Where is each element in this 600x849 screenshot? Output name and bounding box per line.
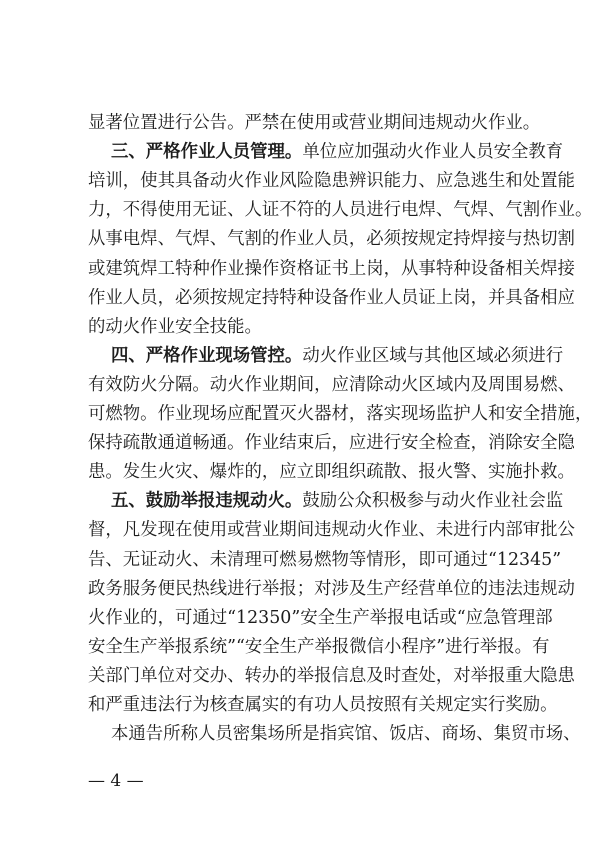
text-line: 的动火作业安全技能。 — [88, 316, 262, 337]
text-line: 和严重违法行为核查属实的有功人员按照有关规定实行奖励。 — [88, 695, 558, 715]
text-line: 本通告所称人员密集场所是指宾馆、饭店、商场、集贸市场、 — [111, 724, 581, 745]
text-line: 作业人员，必须按规定持特种设备作业人员证上岗，并具备相应 — [88, 287, 575, 308]
text-line: 显著位置进行公告。严禁在使用或营业期间违规动火作业。 — [88, 113, 541, 133]
page-number: — 4 — — [88, 771, 144, 791]
text-line: 从事电焊、气焊、气割的作业人员，必须按规定持焊接与热切割 — [88, 229, 575, 250]
text-line: 安全生产举报系统”“安全生产举报微信小程序”进行举报。有 — [88, 636, 550, 657]
text-line: 关部门单位对交办、转办的举报信息及时查处，对举报重大隐患 — [88, 665, 575, 686]
section-3-heading: 三、严格作业人员管理。 — [111, 142, 303, 163]
text-line: 督，凡发现在使用或营业期间违规动火作业、未进行内部审批公 — [88, 520, 575, 541]
text-line: 保持疏散通道畅通。作业结束后，应进行安全检查，消除安全隐 — [88, 433, 575, 454]
text-line: 告、无证动火、未清理可燃易燃物等情形，即可通过“12345” — [88, 549, 562, 570]
text-line: 有效防火分隔。动火作业期间，应清除动火区域内及周围易燃、 — [88, 374, 575, 395]
section-4-first-line: 四、严格作业现场管控。动火作业区域与其他区域必须进行 — [111, 345, 564, 366]
text-line: 或建筑焊工特种作业操作资格证书上岗，从事特种设备相关焊接 — [88, 258, 575, 279]
text-line: 政务服务便民热线进行举报；对涉及生产经营单位的违法违规动 — [88, 578, 575, 599]
text-line: 可燃物。作业现场应配置灭火器材，落实现场监护人和安全措施， — [88, 404, 593, 424]
text-line: 培训，使其具备动火作业风险隐患辨识能力、应急逃生和处置能 — [88, 171, 575, 192]
section-4-heading: 四、严格作业现场管控。 — [111, 345, 303, 366]
text-line: 火作业的，可通过“12350”安全生产举报电话或“应急管理部 — [88, 607, 553, 628]
text-line: 力，不得使用无证、人证不符的人员进行电焊、气焊、气割作业。 — [88, 200, 593, 221]
section-3-first-line: 三、严格作业人员管理。单位应加强动火作业人员安全教育 — [111, 142, 564, 163]
section-5-heading: 五、鼓励举报违规动火。 — [111, 491, 303, 512]
section-5-first-line: 五、鼓励举报违规动火。鼓励公众积极参与动火作业社会监 — [111, 491, 564, 512]
text-line: 患。发生火灾、爆炸的，应立即组织疏散、报火警、实施扑救。 — [88, 462, 575, 483]
